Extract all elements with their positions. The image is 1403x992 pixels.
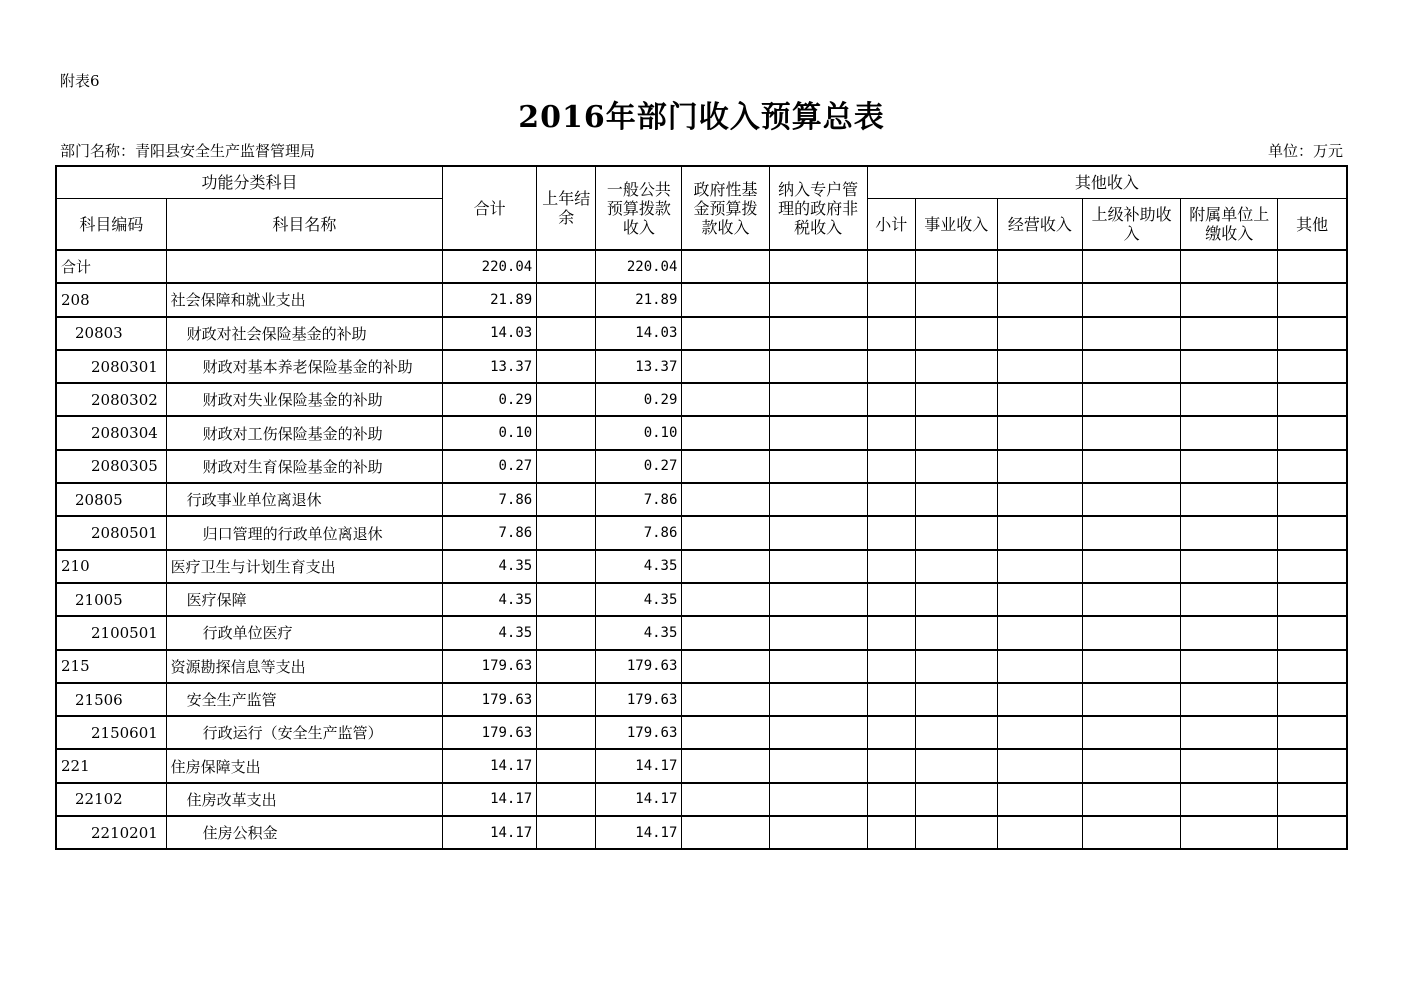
cell-carryover <box>537 650 596 683</box>
cell-name <box>166 250 442 283</box>
cell-gov-fund <box>682 550 769 583</box>
cell-business <box>915 250 997 283</box>
cell-general-budget: 179.63 <box>596 683 682 716</box>
header-affiliated: 附属单位上缴收入 <box>1181 199 1278 251</box>
cell-nontax <box>769 583 867 616</box>
cell-total: 7.86 <box>443 483 537 516</box>
table-row <box>56 383 1347 416</box>
cell-nontax <box>769 683 867 716</box>
cell-others <box>1278 250 1347 283</box>
table-row <box>56 583 1347 616</box>
cell-superior-subsidy <box>1083 317 1181 350</box>
table-row <box>56 550 1347 583</box>
cell-others <box>1278 383 1347 416</box>
cell-code: 2080305 <box>56 450 166 483</box>
cell-carryover <box>537 616 596 649</box>
cell-general-budget: 179.63 <box>596 650 682 683</box>
header-other-group: 其他收入 <box>867 166 1347 199</box>
cell-carryover <box>537 250 596 283</box>
cell-subtotal <box>867 383 915 416</box>
cell-gov-fund <box>682 283 769 316</box>
cell-total: 4.35 <box>443 616 537 649</box>
cell-name: 资源勘探信息等支出 <box>166 650 442 683</box>
cell-general-budget: 14.03 <box>596 317 682 350</box>
cell-operating <box>997 317 1082 350</box>
cell-code: 215 <box>56 650 166 683</box>
cell-others <box>1278 450 1347 483</box>
cell-business <box>915 483 997 516</box>
cell-general-budget: 14.17 <box>596 816 682 849</box>
cell-affiliated <box>1181 383 1278 416</box>
header-subtotal: 小计 <box>867 199 915 251</box>
cell-name: 住房改革支出 <box>166 783 442 816</box>
cell-total: 14.17 <box>443 816 537 849</box>
cell-general-budget: 0.10 <box>596 416 682 449</box>
cell-nontax <box>769 317 867 350</box>
cell-subtotal <box>867 716 915 749</box>
cell-superior-subsidy <box>1083 483 1181 516</box>
cell-others <box>1278 583 1347 616</box>
cell-gov-fund <box>682 650 769 683</box>
cell-subtotal <box>867 350 915 383</box>
cell-carryover <box>537 550 596 583</box>
table-row <box>56 450 1347 483</box>
table-row <box>56 683 1347 716</box>
cell-operating <box>997 416 1082 449</box>
cell-total: 179.63 <box>443 683 537 716</box>
cell-code: 21005 <box>56 583 166 616</box>
cell-name: 医疗保障 <box>166 583 442 616</box>
cell-carryover <box>537 683 596 716</box>
cell-subtotal <box>867 783 915 816</box>
cell-carryover <box>537 283 596 316</box>
cell-affiliated <box>1181 650 1278 683</box>
cell-others <box>1278 350 1347 383</box>
cell-carryover <box>537 483 596 516</box>
cell-affiliated <box>1181 250 1278 283</box>
cell-others <box>1278 683 1347 716</box>
cell-superior-subsidy <box>1083 383 1181 416</box>
cell-others <box>1278 516 1347 549</box>
budget-table-body <box>56 250 1347 849</box>
cell-superior-subsidy <box>1083 716 1181 749</box>
cell-nontax <box>769 450 867 483</box>
cell-operating <box>997 783 1082 816</box>
cell-others <box>1278 783 1347 816</box>
cell-operating <box>997 583 1082 616</box>
cell-gov-fund <box>682 783 769 816</box>
cell-name: 行政运行（安全生产监管） <box>166 716 442 749</box>
table-row <box>56 616 1347 649</box>
cell-gov-fund <box>682 616 769 649</box>
cell-total: 4.35 <box>443 583 537 616</box>
table-row <box>56 350 1347 383</box>
cell-code: 22102 <box>56 783 166 816</box>
cell-gov-fund <box>682 749 769 782</box>
cell-business <box>915 383 997 416</box>
cell-affiliated <box>1181 749 1278 782</box>
cell-business <box>915 550 997 583</box>
cell-name: 财政对失业保险基金的补助 <box>166 383 442 416</box>
cell-nontax <box>769 616 867 649</box>
cell-total: 7.86 <box>443 516 537 549</box>
cell-nontax <box>769 650 867 683</box>
cell-carryover <box>537 716 596 749</box>
cell-code: 2080304 <box>56 416 166 449</box>
cell-affiliated <box>1181 616 1278 649</box>
cell-business <box>915 516 997 549</box>
cell-general-budget: 14.17 <box>596 749 682 782</box>
header-func-group: 功能分类科目 <box>56 166 443 199</box>
cell-subtotal <box>867 416 915 449</box>
header-others: 其他 <box>1278 199 1347 251</box>
cell-business <box>915 416 997 449</box>
header-carryover: 上年结余 <box>537 166 596 250</box>
cell-affiliated <box>1181 283 1278 316</box>
cell-total: 21.89 <box>443 283 537 316</box>
cell-name: 归口管理的行政单位离退休 <box>166 516 442 549</box>
cell-nontax <box>769 350 867 383</box>
cell-subtotal <box>867 550 915 583</box>
cell-general-budget: 7.86 <box>596 483 682 516</box>
table-row <box>56 317 1347 350</box>
cell-others <box>1278 749 1347 782</box>
cell-gov-fund <box>682 516 769 549</box>
table-row <box>56 650 1347 683</box>
table-row <box>56 250 1347 283</box>
cell-gov-fund <box>682 583 769 616</box>
cell-carryover <box>537 450 596 483</box>
table-row <box>56 716 1347 749</box>
cell-carryover <box>537 416 596 449</box>
unit-label: 单位：万元 <box>1267 142 1343 160</box>
cell-general-budget: 4.35 <box>596 583 682 616</box>
cell-operating <box>997 716 1082 749</box>
cell-operating <box>997 283 1082 316</box>
table-row <box>56 783 1347 816</box>
cell-subtotal <box>867 283 915 316</box>
table-row <box>56 483 1347 516</box>
cell-total: 14.17 <box>443 749 537 782</box>
table-row <box>56 749 1347 782</box>
cell-business <box>915 350 997 383</box>
cell-general-budget: 4.35 <box>596 550 682 583</box>
cell-superior-subsidy <box>1083 616 1181 649</box>
cell-carryover <box>537 516 596 549</box>
page-title: 2016年部门收入预算总表 <box>518 100 885 135</box>
cell-code: 2080301 <box>56 350 166 383</box>
cell-total: 0.29 <box>443 383 537 416</box>
header-code: 科目编码 <box>56 199 166 251</box>
cell-subtotal <box>867 650 915 683</box>
cell-affiliated <box>1181 550 1278 583</box>
cell-total: 14.17 <box>443 783 537 816</box>
cell-name: 财政对社会保险基金的补助 <box>166 317 442 350</box>
cell-nontax <box>769 749 867 782</box>
cell-general-budget: 7.86 <box>596 516 682 549</box>
cell-operating <box>997 749 1082 782</box>
cell-others <box>1278 550 1347 583</box>
cell-business <box>915 283 997 316</box>
cell-superior-subsidy <box>1083 816 1181 849</box>
header-name: 科目名称 <box>166 199 442 251</box>
cell-operating <box>997 816 1082 849</box>
cell-code: 221 <box>56 749 166 782</box>
cell-operating <box>997 250 1082 283</box>
cell-business <box>915 583 997 616</box>
cell-affiliated <box>1181 583 1278 616</box>
cell-general-budget: 4.35 <box>596 616 682 649</box>
cell-superior-subsidy <box>1083 683 1181 716</box>
cell-code: 2150601 <box>56 716 166 749</box>
cell-gov-fund <box>682 483 769 516</box>
cell-subtotal <box>867 450 915 483</box>
cell-superior-subsidy <box>1083 516 1181 549</box>
header-total: 合计 <box>443 166 537 250</box>
cell-general-budget: 0.27 <box>596 450 682 483</box>
table-row <box>56 416 1347 449</box>
cell-total: 14.03 <box>443 317 537 350</box>
cell-business <box>915 716 997 749</box>
cell-affiliated <box>1181 683 1278 716</box>
cell-subtotal <box>867 683 915 716</box>
cell-operating <box>997 650 1082 683</box>
cell-superior-subsidy <box>1083 650 1181 683</box>
cell-name: 医疗卫生与计划生育支出 <box>166 550 442 583</box>
cell-gov-fund <box>682 383 769 416</box>
header-superior-subsidy: 上级补助收入 <box>1083 199 1181 251</box>
cell-business <box>915 683 997 716</box>
appendix-label: 附表6 <box>60 72 100 90</box>
cell-superior-subsidy <box>1083 283 1181 316</box>
cell-code: 2080501 <box>56 516 166 549</box>
cell-superior-subsidy <box>1083 250 1181 283</box>
cell-code: 20803 <box>56 317 166 350</box>
cell-operating <box>997 550 1082 583</box>
cell-operating <box>997 616 1082 649</box>
cell-general-budget: 179.63 <box>596 716 682 749</box>
cell-subtotal <box>867 583 915 616</box>
cell-others <box>1278 317 1347 350</box>
cell-gov-fund <box>682 816 769 849</box>
cell-code: 合计 <box>56 250 166 283</box>
cell-total: 13.37 <box>443 350 537 383</box>
cell-business <box>915 783 997 816</box>
cell-name: 财政对工伤保险基金的补助 <box>166 416 442 449</box>
cell-operating <box>997 383 1082 416</box>
cell-name: 安全生产监管 <box>166 683 442 716</box>
cell-general-budget: 14.17 <box>596 783 682 816</box>
cell-nontax <box>769 550 867 583</box>
cell-carryover <box>537 583 596 616</box>
cell-gov-fund <box>682 317 769 350</box>
cell-name: 财政对基本养老保险基金的补助 <box>166 350 442 383</box>
table-row <box>56 283 1347 316</box>
cell-code: 210 <box>56 550 166 583</box>
cell-gov-fund <box>682 250 769 283</box>
cell-code: 2080302 <box>56 383 166 416</box>
cell-total: 179.63 <box>443 650 537 683</box>
cell-others <box>1278 283 1347 316</box>
cell-operating <box>997 683 1082 716</box>
cell-nontax <box>769 716 867 749</box>
cell-nontax <box>769 416 867 449</box>
cell-superior-subsidy <box>1083 550 1181 583</box>
cell-carryover <box>537 783 596 816</box>
cell-operating <box>997 516 1082 549</box>
cell-name: 行政事业单位离退休 <box>166 483 442 516</box>
cell-carryover <box>537 350 596 383</box>
cell-others <box>1278 650 1347 683</box>
cell-others <box>1278 416 1347 449</box>
cell-affiliated <box>1181 350 1278 383</box>
cell-name: 住房公积金 <box>166 816 442 849</box>
header-gov-fund: 政府性基金预算拨款收入 <box>682 166 769 250</box>
cell-subtotal <box>867 516 915 549</box>
cell-nontax <box>769 283 867 316</box>
cell-name: 行政单位医疗 <box>166 616 442 649</box>
cell-total: 0.27 <box>443 450 537 483</box>
cell-affiliated <box>1181 416 1278 449</box>
cell-subtotal <box>867 816 915 849</box>
cell-subtotal <box>867 317 915 350</box>
cell-others <box>1278 816 1347 849</box>
cell-name: 住房保障支出 <box>166 749 442 782</box>
cell-subtotal <box>867 749 915 782</box>
header-operating: 经营收入 <box>997 199 1082 251</box>
cell-others <box>1278 616 1347 649</box>
header-general-budget: 一般公共预算拨款收入 <box>596 166 682 250</box>
cell-others <box>1278 716 1347 749</box>
cell-operating <box>997 483 1082 516</box>
cell-operating <box>997 350 1082 383</box>
cell-superior-subsidy <box>1083 350 1181 383</box>
header-row-1 <box>56 166 1347 199</box>
cell-affiliated <box>1181 716 1278 749</box>
cell-operating <box>997 450 1082 483</box>
cell-business <box>915 317 997 350</box>
cell-total: 4.35 <box>443 550 537 583</box>
budget-table <box>55 165 1348 850</box>
cell-total: 220.04 <box>443 250 537 283</box>
cell-nontax <box>769 783 867 816</box>
cell-carryover <box>537 383 596 416</box>
cell-general-budget: 220.04 <box>596 250 682 283</box>
cell-gov-fund <box>682 716 769 749</box>
cell-subtotal <box>867 616 915 649</box>
cell-code: 2100501 <box>56 616 166 649</box>
cell-business <box>915 650 997 683</box>
cell-total: 179.63 <box>443 716 537 749</box>
cell-business <box>915 749 997 782</box>
cell-carryover <box>537 749 596 782</box>
cell-name: 社会保障和就业支出 <box>166 283 442 316</box>
cell-general-budget: 13.37 <box>596 350 682 383</box>
cell-code: 2210201 <box>56 816 166 849</box>
cell-general-budget: 21.89 <box>596 283 682 316</box>
cell-nontax <box>769 483 867 516</box>
cell-affiliated <box>1181 516 1278 549</box>
cell-affiliated <box>1181 816 1278 849</box>
cell-total: 0.10 <box>443 416 537 449</box>
cell-superior-subsidy <box>1083 416 1181 449</box>
cell-nontax <box>769 383 867 416</box>
cell-carryover <box>537 816 596 849</box>
cell-carryover <box>537 317 596 350</box>
cell-nontax <box>769 250 867 283</box>
cell-affiliated <box>1181 483 1278 516</box>
cell-affiliated <box>1181 450 1278 483</box>
table-row <box>56 816 1347 849</box>
cell-nontax <box>769 816 867 849</box>
table-row <box>56 516 1347 549</box>
cell-nontax <box>769 516 867 549</box>
cell-code: 208 <box>56 283 166 316</box>
cell-business <box>915 816 997 849</box>
cell-others <box>1278 483 1347 516</box>
cell-business <box>915 450 997 483</box>
cell-code: 20805 <box>56 483 166 516</box>
cell-general-budget: 0.29 <box>596 383 682 416</box>
cell-superior-subsidy <box>1083 783 1181 816</box>
cell-business <box>915 616 997 649</box>
cell-gov-fund <box>682 450 769 483</box>
cell-gov-fund <box>682 350 769 383</box>
department-label: 部门名称：青阳县安全生产监督管理局 <box>60 142 316 160</box>
cell-affiliated <box>1181 317 1278 350</box>
cell-superior-subsidy <box>1083 583 1181 616</box>
cell-superior-subsidy <box>1083 450 1181 483</box>
cell-gov-fund <box>682 683 769 716</box>
cell-gov-fund <box>682 416 769 449</box>
cell-superior-subsidy <box>1083 749 1181 782</box>
header-business: 事业收入 <box>915 199 997 251</box>
header-nontax: 纳入专户管理的政府非税收入 <box>769 166 867 250</box>
cell-subtotal <box>867 250 915 283</box>
cell-name: 财政对生育保险基金的补助 <box>166 450 442 483</box>
cell-affiliated <box>1181 783 1278 816</box>
cell-code: 21506 <box>56 683 166 716</box>
cell-subtotal <box>867 483 915 516</box>
